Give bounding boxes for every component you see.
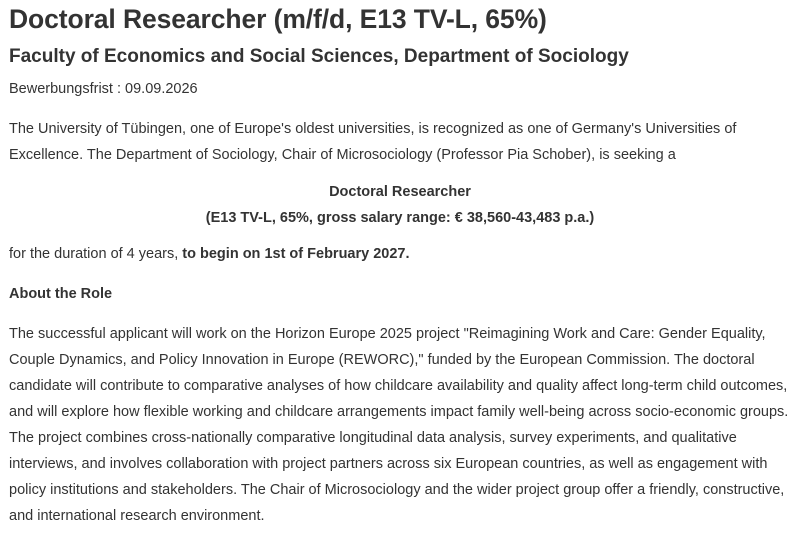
position-details: (E13 TV-L, 65%, gross salary range: € 38,560-43,483 p.a.) — [205, 210, 595, 226]
duration-text: for the duration of 4 years, — [9, 246, 183, 262]
application-deadline: Bewerbungsfrist : 09.09.2026 — [9, 81, 198, 97]
job-title: Doctoral Researcher (m/f/d, E13 TV-L, 65%) — [9, 4, 547, 34]
intro-paragraph: The University of Tübingen, one of Europe's oldest universities, is recognized as one of Germany's Universities of Excellence. The Department of Sociology, Chair of Microsociology (Professor Pia Schober), is seeking a — [9, 121, 737, 163]
about-role-paragraph: The successful applicant will work on the Horizon Europe 2025 project "Reimagining Work and Care: Gender Equality, Couple Dynamics, and Policy Innovation in Europe (REWORC)," funded by the European Commission. The doctoral candidate will contribute to comparative analyses of how childcare availability and quality affect long-term child outcomes, and will explore how flexible working and childcare arrangements impact family well-being across socio-economic groups. The project combines cross-nationally comparative longitudinal data analysis, survey experiments, and qualitative interviews, and involves collaboration with project partners across six European countries, as well as engagement with policy institutions and stakeholders. The Chair of Microsociology and the wider project group offer a friendly, constructive, and international research environment. — [9, 326, 789, 524]
duration-paragraph — [9, 241, 800, 267]
start-date-text: to begin on 1st of February 2027. — [182, 246, 410, 262]
faculty-heading: Faculty of Economics and Social Sciences, Department of Sociology — [9, 46, 629, 67]
about-role-heading: About the Role — [9, 286, 113, 302]
position-name: Doctoral Researcher — [329, 184, 471, 200]
position-block — [9, 179, 800, 231]
